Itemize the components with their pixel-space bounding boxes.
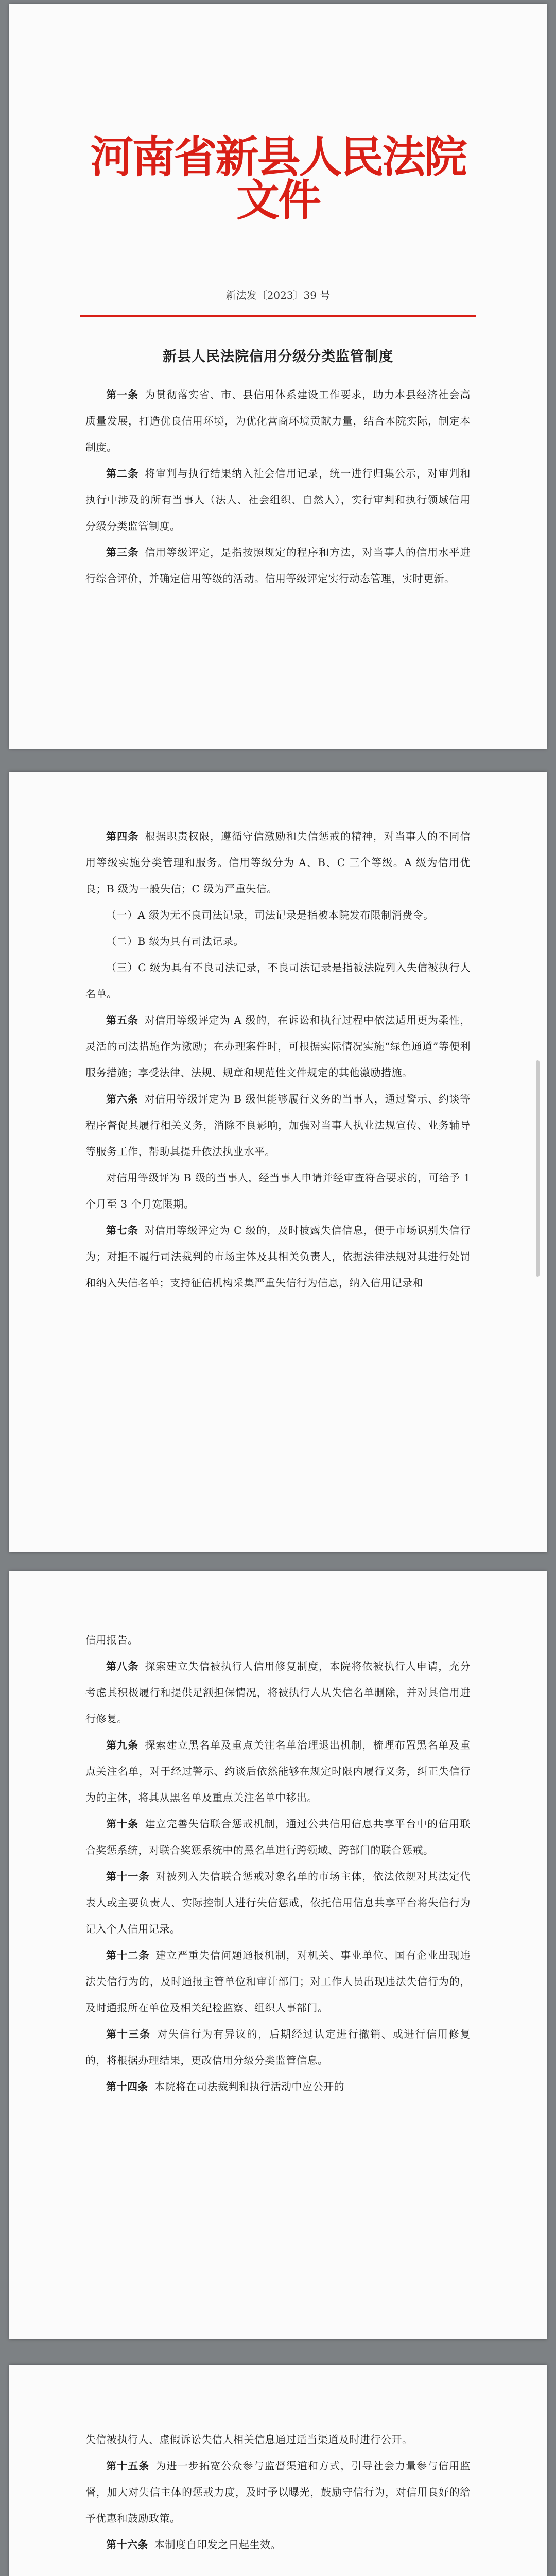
article-text: 探索建立失信被执行人信用修复制度，本院将依被执行人申请，充分考虑其积极履行和提供足额担保情况，将被执行人从失信名单删除，并对其信用进行修复。	[85, 1660, 471, 1725]
continued-paragraph	[85, 2427, 471, 2453]
document-number: 新法发〔2023〕39 号	[225, 289, 331, 301]
article-heading: 第一条	[106, 388, 139, 401]
article-heading: 第五条	[106, 1014, 138, 1026]
document-page-3	[9, 1571, 547, 2339]
page-4-content	[85, 2427, 471, 2576]
article-text: （三）C 级为具有不良司法记录，不良司法记录是指被法院列入失信被执行人名单。	[85, 961, 471, 1000]
document-page-4	[9, 2365, 547, 2576]
article-text: 将审判与执行结果纳入社会信用记录，统一进行归集公示，对审判和执行中涉及的所有当事人（法人、社会组织、自然人），实行审判和执行领域信用分级分类监管制度。	[85, 467, 471, 532]
article-text: 建立严重失信问题通报机制，对机关、事业单位、国有企业出现违法失信行为的，及时通报主管单位和审计部门；对工作人员出现违法失信行为的，及时通报所在单位及相关纪检监察、组织人事部门。	[85, 1949, 471, 2014]
continued-paragraph	[85, 1627, 471, 1653]
article-text: 对失信行为有异议的，后期经过认定进行撤销、或进行信用修复的，将根据办理结果，更改信用分级分类监管信息。	[85, 2028, 471, 2066]
article-heading: 第十条	[106, 1818, 139, 1830]
article-heading: 第四条	[106, 830, 139, 842]
article-paragraph	[85, 1732, 471, 1811]
article-heading: 第八条	[106, 1660, 139, 1672]
page-1-content	[85, 132, 471, 592]
article-text: （一）A 级为无不良司法记录，司法记录是指被本院发布限制消费令。	[106, 909, 434, 921]
article-paragraph	[85, 1217, 471, 1296]
article-text: 本制度自印发之日起生效。	[154, 2538, 281, 2551]
article-paragraph	[85, 1653, 471, 1732]
article-text: 对信用等级评定为 C 级的，及时披露失信信息，便于市场识别失信行为；对拒不履行司法裁判的市场主体及其相关负责人，依据法律法规对其进行处罚和纳入失信名单；支持征信机构采集严重失信行为信息，纳入信用记录和	[85, 1224, 471, 1289]
article-heading: 第六条	[106, 1093, 138, 1105]
article-heading: 第十五条	[106, 2460, 150, 2472]
article-paragraph	[85, 1863, 471, 1942]
article-text: 失信被执行人、虚假诉讼失信人相关信息通过适当渠道及时进行公开。	[85, 2433, 413, 2446]
page-3-content	[85, 1627, 471, 2100]
article-paragraph	[85, 2453, 471, 2532]
page-2-content	[85, 823, 471, 1296]
article-paragraph	[85, 1942, 471, 2021]
sub-item-paragraph	[85, 1165, 471, 1217]
article-heading: 第七条	[106, 1224, 138, 1236]
article-heading: 第十三条	[106, 2028, 151, 2040]
article-heading: 第十一条	[106, 1870, 150, 1883]
document-title: 新县人民法院信用分级分类监管制度	[163, 349, 393, 365]
article-paragraph	[85, 2074, 471, 2100]
article-text: 建立完善失信联合惩戒机制，通过公共信用信息共享平台中的信用联合奖惩系统，对联合奖惩系统中的黑名单进行跨领域、跨部门的联合惩戒。	[85, 1818, 471, 1856]
article-paragraph	[85, 2532, 471, 2558]
article-text: 探索建立黑名单及重点关注名单治理退出机制，梳理布置黑名单及重点关注名单，对于经过警示、约谈后依然能够在规定时限内履行义务，纠正失信行为的主体，将其从黑名单及重点关注名单中移出。	[85, 1739, 471, 1804]
article-text: 信用报告。	[85, 1634, 138, 1646]
sub-item-paragraph	[85, 928, 471, 955]
red-divider-line	[80, 315, 476, 317]
article-text: 为进一步拓宽公众参与监督渠道和方式，引导社会力量参与信用监督，加大对失信主体的惩戒力度，及时予以曝光，鼓励守信行为，对信用良好的给予优惠和鼓励政策。	[85, 2460, 471, 2524]
article-heading: 第十二条	[106, 1949, 150, 1961]
article-paragraph	[85, 1811, 471, 1863]
article-paragraph	[85, 382, 471, 461]
article-heading: 第二条	[106, 467, 139, 480]
document-page-1	[9, 4, 547, 749]
article-text: 对信用等级评定为 A 级的，在诉讼和执行过程中依法适用更为柔性，灵活的司法措施作为激励；在办理案件时，可根据实际情况实施“绿色通道”等便利服务措施；享受法律、法规、规章和规范性文件规定的其他激励措施。	[85, 1014, 471, 1079]
article-heading: 第十六条	[106, 2538, 148, 2551]
document-page-2	[9, 772, 547, 1552]
article-text: 对被列入失信联合惩戒对象名单的市场主体，依法依规对其法定代表人或主要负责人、实际控制人进行失信惩戒，依托信用信息共享平台将失信行为记入个人信用记录。	[85, 1870, 471, 1935]
issuer-header: 河南省新县人民法院文件	[90, 132, 466, 226]
page-1-articles	[85, 382, 471, 592]
article-text: （二）B 级为具有司法记录。	[106, 935, 245, 947]
article-text: 根据职责权限，遵循守信激励和失信惩戒的精神，对当事人的不同信用等级实施分类管理和服务。信用等级分为 A、B、C 三个等级。A 级为信用优良；B 级为一般失信；C 级为严重失信。	[85, 830, 471, 895]
article-heading: 第九条	[106, 1739, 139, 1751]
sub-item-paragraph	[85, 902, 471, 928]
article-heading: 第三条	[106, 546, 139, 558]
article-paragraph	[85, 2021, 471, 2074]
article-paragraph	[85, 461, 471, 539]
article-paragraph	[85, 1007, 471, 1086]
article-paragraph	[85, 1086, 471, 1165]
article-text: 对信用等级评为 B 级的当事人，经当事人申请并经审查符合要求的，可给予 1 个月至 3 个月宽限期。	[85, 1172, 471, 1210]
article-text: 本院将在司法裁判和执行活动中应公开的	[154, 2080, 344, 2093]
article-paragraph	[85, 823, 471, 902]
article-heading: 第十四条	[106, 2080, 148, 2093]
sub-item-paragraph	[85, 955, 471, 1007]
article-paragraph	[85, 539, 471, 592]
vertical-scrollbar[interactable]	[536, 1060, 540, 1277]
article-text: 为贯彻落实省、市、县信用体系建设工作要求，助力本县经济社会高质量发展，打造优良信用环境，为优化营商环境贡献力量，结合本院实际，制定本制度。	[85, 388, 471, 453]
article-text: 信用等级评定，是指按照规定的程序和方法，对当事人的信用水平进行综合评价，并确定信用等级的活动。信用等级评定实行动态管理，实时更新。	[85, 546, 471, 585]
article-text: 对信用等级评定为 B 级但能够履行义务的当事人，通过警示、约谈等程序督促其履行相关义务，消除不良影响，加强对当事人执业法规宣传、业务辅导等服务工作，帮助其提升依法执业水平。	[85, 1093, 471, 1158]
